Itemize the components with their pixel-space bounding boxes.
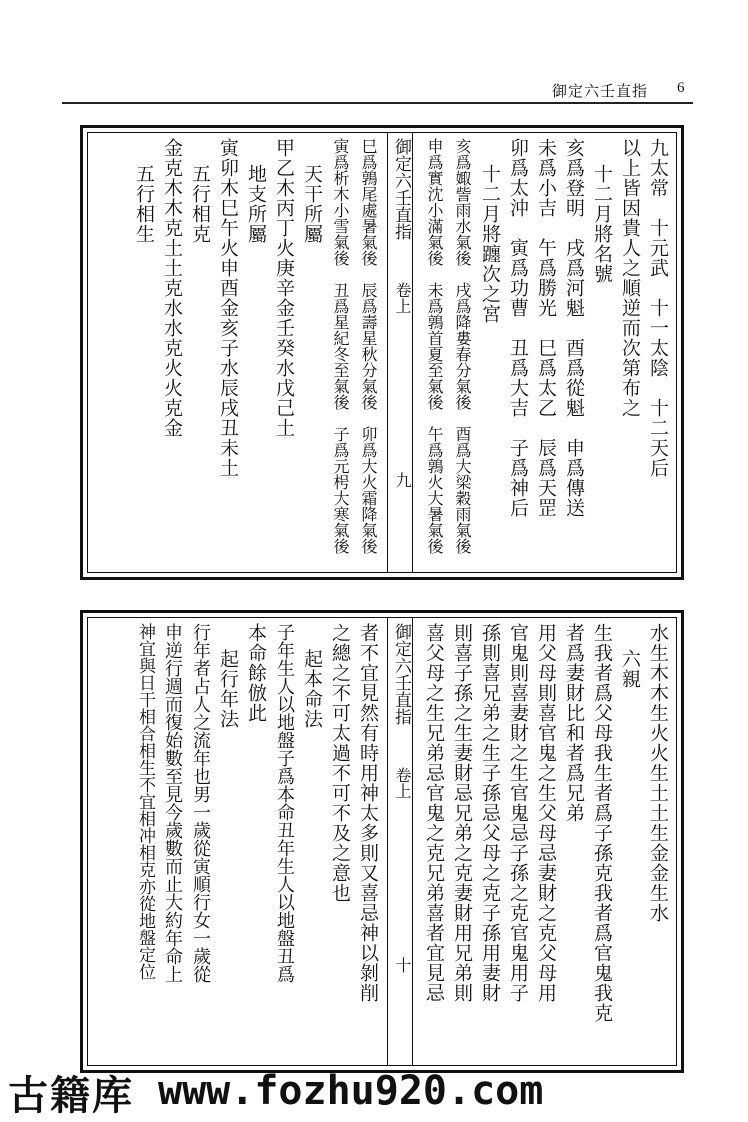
section-heading: 十二月將名號 [591,164,613,284]
section-heading: 起本命法 [301,649,323,729]
text-column: 寅爲析木小雪氣後 丑爲星紀冬至氣後 子爲元枵大寒氣後 [331,138,350,554]
text-column: 亥爲登明 戌爲河魁 酉爲從魁 申爲傳送 [563,138,585,518]
section-heading: 天干所屬 [301,164,323,244]
section-heading: 起行年法 [217,649,239,729]
section-heading: 五行相克 [189,164,211,244]
section-heading: 十二月將躔次之宮 [479,164,501,324]
text-column: 生我者爲父母我生者爲子孫克我者爲官鬼我克 [591,623,613,1023]
fold-page-number: 九 [393,472,412,488]
text-column: 神宜與日干相合相生不宜相冲相克亦從地盤定位 [135,623,155,980]
top-page-frame [80,125,684,580]
text-column: 甲乙木丙丁火庚辛金壬癸水戊己土 [273,138,295,438]
text-column: 亥爲娵訾雨水氣後 戌爲降婁春分氣後 酉爲大梁穀雨氣後 [453,138,472,554]
text-column: 喜父母之生兄弟忌官鬼之克兄弟喜者宜見忌 [423,623,445,1003]
text-column: 用父母則喜官鬼之生父母忌妻財之克父母用 [535,623,557,1003]
text-column: 巳爲鶉尾處暑氣後 辰爲壽星秋分氣後 卯爲大火霜降氣後 [359,138,378,554]
text-column: 九太常 十元武 十一太陰 十二天后 [647,138,669,478]
running-head-title: 御定六壬直指 [552,82,649,100]
fold-page-number: 十 [393,957,412,973]
section-heading: 六親 [619,649,641,689]
fold-title: 御定六壬直指 [391,138,411,240]
watermark-brand: 古籍库 [8,1073,134,1119]
text-column: 則喜子孫之生妻財忌兄弟之克妻財用兄弟則 [451,623,473,1003]
text-column: 申逆行週而復始數至見今歲數而止大約年命上 [162,623,183,983]
watermark-url: www.fozhu920.com [158,1068,544,1114]
text-column: 者爲妻財比和者爲兄弟 [563,623,585,823]
center-fold-strip [387,617,413,1066]
fold-volume: 卷上 [393,282,412,314]
text-column: 未爲小吉 午爲勝光 巳爲太乙 辰爲天罡 [535,138,557,518]
text-column: 孫則喜兄弟之生子孫忌父母之克子孫用妻財 [479,623,501,1003]
text-column: 寅卯木巳午火申酉金亥子水辰戌丑未土 [217,138,239,478]
text-column: 子年生人以地盤子爲本命丑年生人以地盤丑爲 [274,623,295,983]
text-column: 以上皆因貴人之順逆而次第布之 [619,138,641,418]
text-column: 官鬼則喜妻財之生官鬼忌子孫之克官鬼用子 [507,623,529,1003]
section-heading: 地支所屬 [245,164,267,244]
text-column: 者不宜見然有時用神太多則又喜忌神以剝削 [357,623,379,1003]
text-column: 本命餘倣此 [245,623,267,723]
text-column: 金克木木克土土克水水克火火克金 [161,138,183,438]
header-rule [62,102,693,104]
fold-volume: 卷上 [393,767,412,799]
fold-title: 御定六壬直指 [391,623,411,725]
text-column: 行年者占人之流年也男一歲從寅順行女一歲從 [190,623,211,983]
section-heading: 五行相生 [133,164,155,244]
text-column: 之總之不可太過不可不及之意也 [329,623,351,903]
page-number: 6 [677,80,685,96]
center-fold-strip [387,132,413,573]
text-column: 卯爲太沖 寅爲功曹 丑爲大吉 子爲神后 [507,138,529,518]
text-column: 申爲實沈小滿氣後 未爲鶉首夏至氣後 午爲鶉火大暑氣後 [425,138,444,554]
text-column: 水生木木生火火生土土生金金生水 [647,623,669,923]
bottom-page-frame [80,610,684,1073]
